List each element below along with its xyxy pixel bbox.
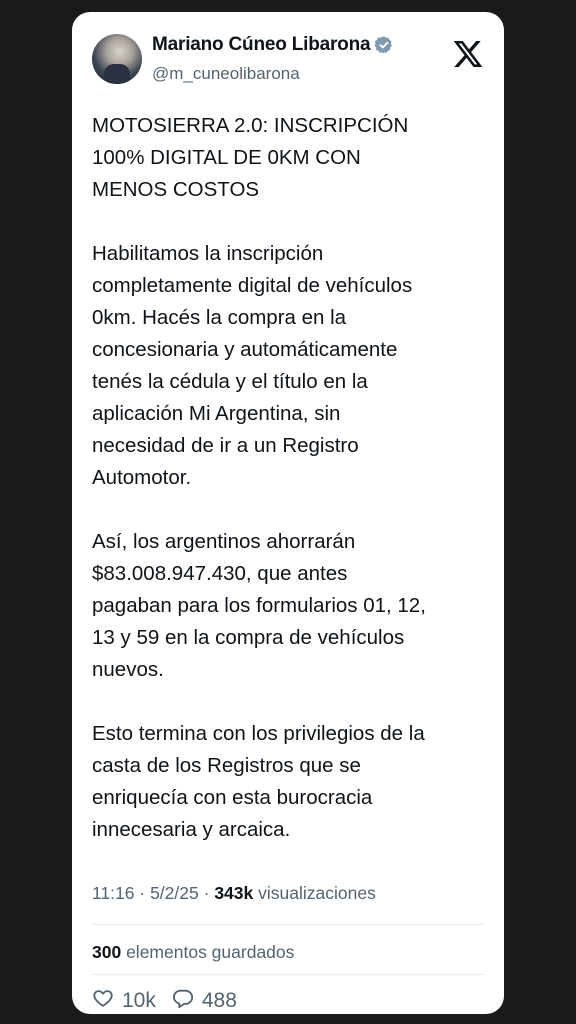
views-label: visualizaciones <box>258 883 376 903</box>
x-logo-icon[interactable] <box>452 38 484 70</box>
avatar[interactable] <box>92 34 142 84</box>
post-text: MOTOSIERRA 2.0: INSCRIPCIÓN 100% DIGITAL DE 0KM CON MENOS COSTOS Habilitamos la inscripción completamente digital de vehículos 0km. Hacés la compra en la concesionaria y automáticamente tenés la cédula y el título en la aplicación Mi Argentina, sin necesidad de ir a un Registro Automotor. Así, los argentinos ahorrarán $83.008.947.430, que antes pagaban para los formularios 01, 12, 13 y 59 en la compra de vehículos nuevos. Esto termina con los privilegios de la casta de los Registros que se enriquecía con esta burocracia innecesaria y arcaica. <box>92 114 426 841</box>
divider <box>92 924 484 925</box>
post-card <box>72 12 504 1014</box>
reply-button[interactable] <box>172 987 237 1015</box>
action-bar <box>92 987 237 1015</box>
divider <box>92 974 484 975</box>
saved-count[interactable] <box>92 942 294 963</box>
post-time[interactable]: 11:16 <box>92 883 135 903</box>
post-meta <box>92 883 376 904</box>
like-count: 10k <box>122 989 156 1012</box>
meta-separator: · <box>203 883 210 903</box>
meta-separator: · <box>139 883 146 903</box>
heart-icon <box>92 987 114 1015</box>
author-handle[interactable]: @m_cuneolibarona <box>152 64 300 83</box>
saved-number: 300 <box>92 942 122 962</box>
reply-icon <box>172 987 194 1015</box>
reply-count: 488 <box>201 989 237 1012</box>
verified-badge-icon <box>374 35 394 55</box>
views-count: 343k <box>214 883 254 903</box>
like-button[interactable] <box>92 987 156 1015</box>
author-name-row <box>152 34 394 56</box>
saved-label: elementos guardados <box>126 942 295 962</box>
post-header <box>92 24 484 88</box>
post-date[interactable]: 5/2/25 <box>150 883 199 903</box>
author-name[interactable]: Mariano Cúneo Libarona <box>152 34 371 55</box>
